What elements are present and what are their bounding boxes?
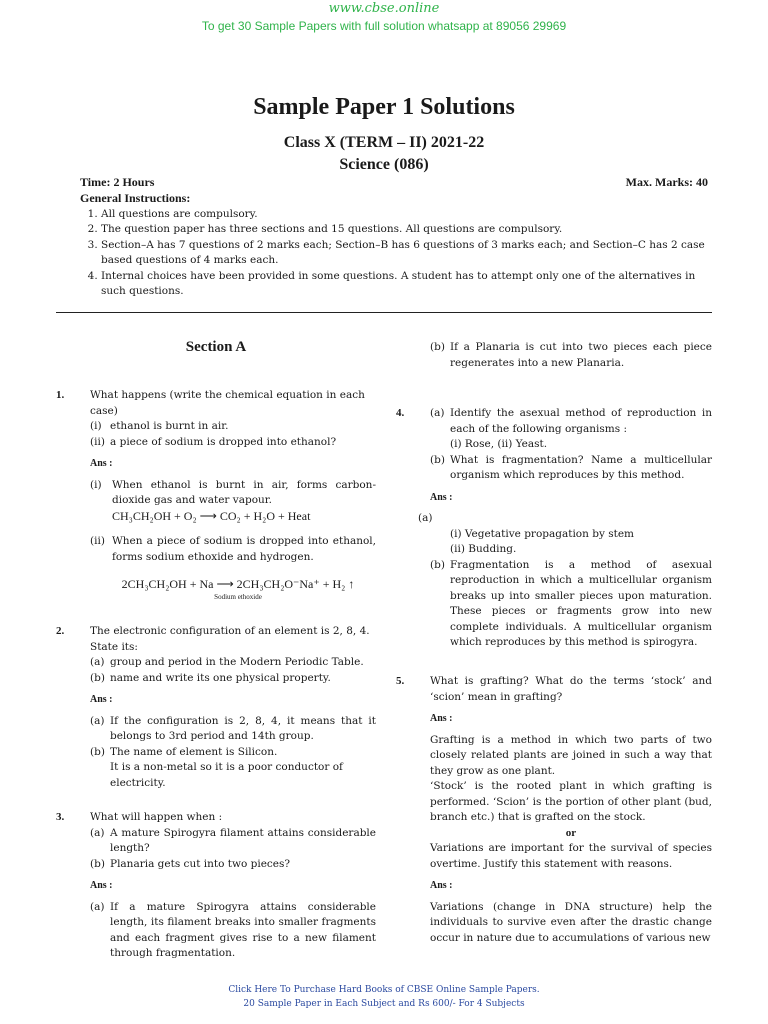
- max-marks-label: Max. Marks: 40: [625, 175, 708, 189]
- equation: [100, 577, 376, 605]
- equation: CH₃CH₂OH + O₂ ⟶ CO₂ + H₂O + Heat: [112, 508, 311, 523]
- instructions-list: [80, 207, 712, 300]
- question-text: The electronic configuration of an element is 2, 8, 4. State its:: [90, 625, 370, 653]
- instruction-item: 4. Internal choices have been provided in some questions. A student has to attempt only one of the alternatives in such questions.: [101, 269, 712, 300]
- option-text: a piece of sodium is dropped into ethanol?: [110, 435, 337, 448]
- question-3-continued: [396, 340, 712, 371]
- equation-text: 2CH₃CH₂OH + Na ⟶ 2CH₃CH₂O⁻Na⁺ + H₂ ↑: [121, 577, 355, 591]
- option-text: (i) Rose, (ii) Yeast.: [450, 438, 548, 450]
- question-2: [56, 624, 376, 791]
- question-4: [396, 406, 712, 651]
- option-label: (a): [90, 656, 105, 668]
- option-label: (b): [90, 671, 105, 684]
- question-number: 2.: [56, 625, 65, 637]
- answer-text: When ethanol is burnt in air, forms carbon-dioxide gas and water vapour.: [112, 478, 376, 506]
- instruction-item: 2. The question paper has three sections and 15 questions. All questions are compulsory.: [101, 222, 712, 238]
- answer-label: Ans :: [90, 880, 113, 891]
- answer-text: (ii) Budding.: [450, 543, 517, 555]
- instruction-item: 3. Section–A has 7 questions of 2 marks each; Section–B has 6 questions of 3 marks each; and Section–C has 2 case based questions of 4 marks each.: [101, 238, 712, 269]
- option-text: A mature Spirogyra filament attains considerable length?: [110, 826, 376, 854]
- answer-text: Fragmentation is a method of asexual reproduction in which a multicellular organism breaks up into smaller pieces upon maturation. These pieces or fragments grow into new complete individuals. A multicellular organism which reproduces by this method is spirogyra.: [450, 558, 712, 648]
- class-line: Class X (TERM – II) 2021-22: [283, 134, 485, 151]
- instructions-heading: General Instructions:: [80, 191, 191, 205]
- question-3: [56, 810, 376, 962]
- option-text: What is fragmentation? Name a multicellular organism which reproduces by this method.: [450, 453, 712, 481]
- question-number: 3.: [56, 811, 65, 823]
- answer-text: ‘Stock’ is the rooted plant in which grafting is performed. ‘Scion’ is the portion of other plant (bud, branch etc.) that is grafted on the stock.: [430, 780, 712, 823]
- answer-text: (i) Vegetative propagation by stem: [450, 527, 634, 540]
- subject-line: Science (086): [339, 156, 429, 173]
- answer-text: It is a non-metal so it is a poor conductor of electricity.: [110, 761, 343, 789]
- answer-text: Grafting is a method in which two parts of two closely related plants are joined in such a way that they grow as one plant.: [430, 733, 712, 777]
- question-text: What will happen when :: [90, 811, 223, 823]
- option-label: (a): [90, 900, 105, 913]
- question-5: [396, 674, 712, 946]
- page-title: Sample Paper 1 Solutions: [253, 94, 515, 120]
- option-label: (a): [90, 714, 105, 727]
- question-number: 5.: [396, 675, 405, 687]
- answer-label: Ans :: [90, 694, 113, 705]
- option-label: (a): [90, 826, 105, 839]
- equation-note: Sodium ethoxide: [214, 592, 262, 601]
- section-title: Section A: [185, 339, 247, 355]
- question-1: [56, 388, 376, 605]
- site-url[interactable]: www.cbse.online: [328, 1, 440, 16]
- left-column: [56, 340, 376, 960]
- option-text: Planaria gets cut into two pieces?: [110, 857, 291, 870]
- option-label: (b): [430, 341, 445, 353]
- answer-text: If a Planaria is cut into two pieces each piece regenerates into a new Planaria.: [450, 341, 712, 369]
- answer-text: If a mature Spirogyra attains considerable length, its filament breaks into smaller fragments and each fragment gives rise to a new filament through fragmentation.: [110, 900, 376, 959]
- option-text: name and write its one physical property.: [110, 671, 331, 684]
- divider: [56, 312, 712, 313]
- answer-text: When a piece of sodium is dropped into ethanol, forms sodium ethoxide and hydrogen.: [112, 535, 376, 563]
- option-label: (b): [90, 857, 105, 870]
- option-text: ethanol is burnt in air.: [110, 420, 229, 432]
- option-label: (ii): [90, 435, 105, 448]
- answer-label: Ans :: [430, 880, 453, 891]
- offer-text[interactable]: 20 Sample Paper in Each Subject and Rs 600/- For 4 Subjects: [243, 999, 525, 1009]
- time-label: Time: 2 Hours: [80, 175, 155, 189]
- answer-a-label: (a): [418, 512, 433, 524]
- option-text: Identify the asexual method of reproduction in each of the following organisms :: [450, 407, 712, 435]
- question-text: What is grafting? What do the terms ‘stock’ and ‘scion’ mean in grafting?: [430, 675, 712, 703]
- answer-text: If the configuration is 2, 8, 4, it means that it belongs to 3rd period and 14th group.: [110, 714, 376, 742]
- option-text: group and period in the Modern Periodic Table.: [110, 656, 364, 668]
- answer-label: Ans :: [90, 458, 113, 469]
- question-text: Variations are important for the survival of species overtime. Justify this statement with reasons.: [430, 842, 712, 870]
- or-separator: or: [565, 826, 577, 839]
- option-label: (i): [90, 420, 102, 432]
- option-label: (ii): [90, 535, 105, 547]
- question-number: 4.: [396, 407, 405, 419]
- option-label: (b): [90, 745, 105, 758]
- promo-text: To get 30 Sample Papers with full solution whatsapp at 89056 29969: [201, 19, 567, 33]
- right-column: [396, 340, 712, 960]
- general-instructions: [80, 191, 712, 300]
- instruction-item: 1. All questions are compulsory.: [101, 207, 712, 223]
- option-label: (i): [90, 478, 102, 491]
- option-label: (b): [430, 558, 445, 571]
- question-number: 1.: [56, 389, 65, 401]
- question-text: What happens (write the chemical equation in each case): [90, 389, 365, 417]
- answer-text: Variations (change in DNA structure) help the individuals to survive even after the drastic change occur in nature due to accumulations of various new: [430, 900, 712, 944]
- purchase-link[interactable]: Click Here To Purchase Hard Books of CBSE Online Sample Papers.: [228, 985, 540, 995]
- answer-label: Ans :: [430, 713, 453, 724]
- exam-meta: [80, 175, 708, 190]
- answer-label: Ans :: [430, 491, 453, 503]
- option-label: (a): [430, 407, 445, 419]
- option-label: (b): [430, 453, 445, 466]
- answer-text: The name of element is Silicon.: [110, 745, 278, 758]
